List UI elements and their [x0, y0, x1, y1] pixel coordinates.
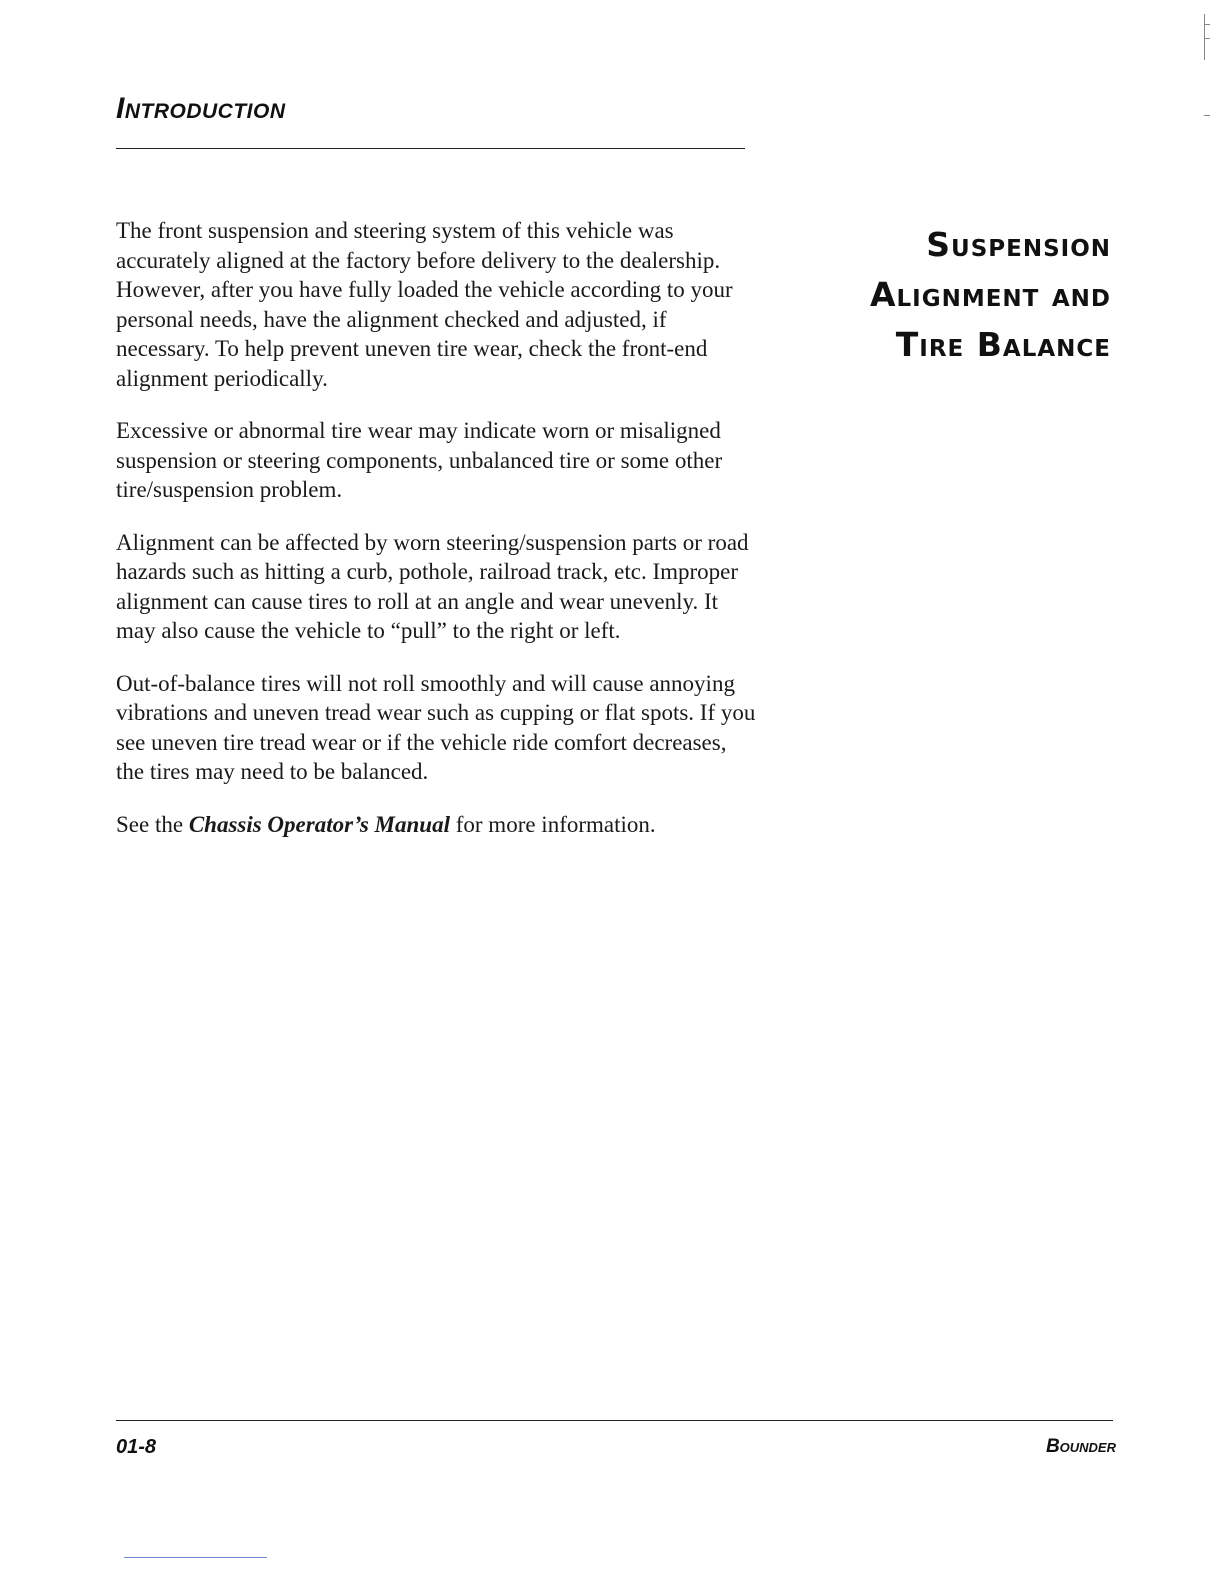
section-heading-line-3: Tire Balance: [895, 325, 1111, 364]
paragraph-out-of-balance: Out-of-balance tires will not roll smoothly and will cause annoying vibrations and uneven tread wear such as cupping or flat spots. If you see uneven tire tread wear or if the vehicle ride comfort decreases, the tires may need to be balanced.: [116, 670, 756, 784]
see-manual-suffix: for more information.: [449, 811, 656, 837]
section-heading-line-2: Alignment and: [869, 275, 1111, 314]
page-header-title: Introduction: [116, 92, 286, 125]
scan-artifact-mark: [1204, 14, 1205, 60]
paragraph-see-manual: [116, 810, 756, 840]
footer-divider: [116, 1420, 1113, 1421]
scan-artifact-mark: [1204, 24, 1210, 25]
section-heading: [800, 220, 1111, 370]
paragraph-alignment-intro: The front suspension and steering system of this vehicle was accurately aligned at the factory before delivery to the dealership. However, after you have fully loaded the vehicle according to your personal needs, have the alignment checked and adjusted, if necessary. To help prevent uneven tire wear, check the front-end alignment periodically.: [116, 218, 733, 391]
footer-page-number: 01-8: [116, 1436, 157, 1458]
see-manual-prefix: See the: [116, 811, 189, 837]
manual-title: Chassis Operator’s Manual: [188, 811, 450, 837]
scan-artifact-mark: [1204, 38, 1210, 39]
section-heading-line-1: Suspension: [926, 225, 1111, 264]
scan-artifact-line: [124, 1557, 267, 1558]
header-divider: [116, 148, 745, 149]
footer-brand: Bounder: [1045, 1436, 1116, 1457]
paragraph-abnormal-wear: Excessive or abnormal tire wear may indicate worn or misaligned suspension or steering components, unbalanced tire or some other tire/suspension problem.: [116, 418, 723, 502]
body-text: [116, 216, 756, 862]
scan-artifact-mark: [1204, 115, 1210, 116]
paragraph-alignment-causes: Alignment can be affected by worn steering/suspension parts or road hazards such as hitting a curb, pothole, railroad track, etc. Improper alignment can cause tires to roll at an angle and wear unevenly. It may also cause the vehicle to “pull” to the right or left.: [116, 529, 749, 643]
